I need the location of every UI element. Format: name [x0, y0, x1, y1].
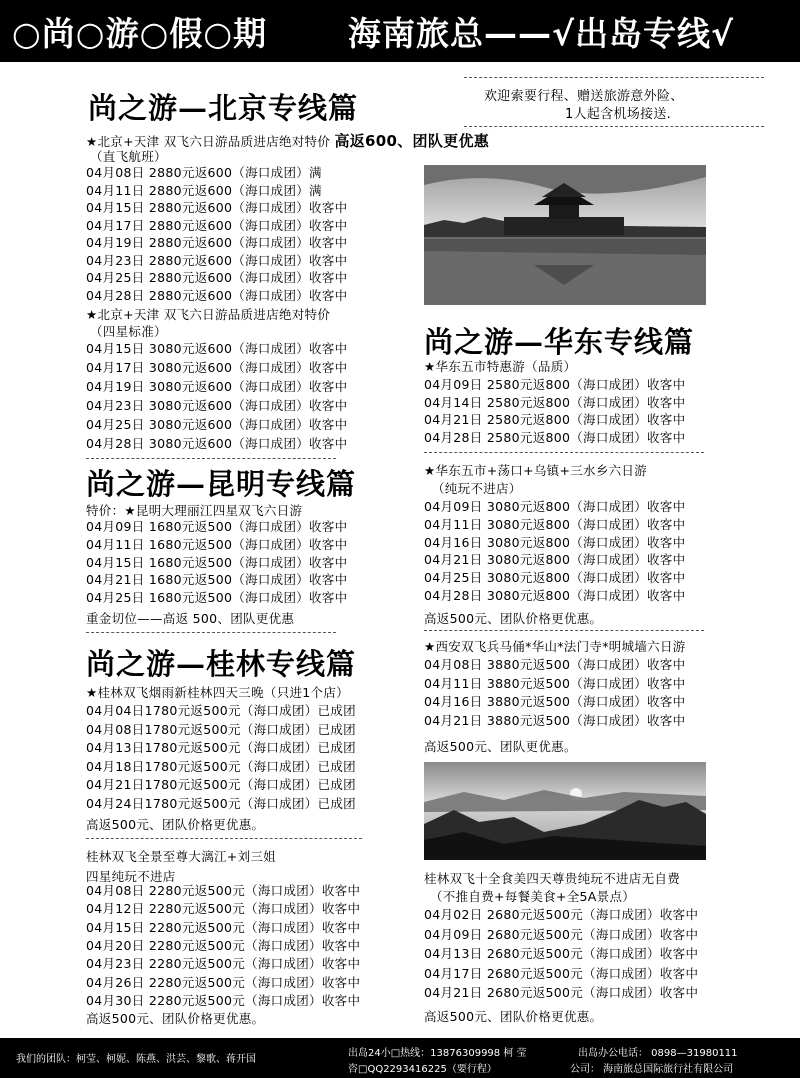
intro-line-2: 1人起含机场接送.	[565, 107, 672, 122]
xian-sub: ★西安双飞兵马俑*华山*法门寺*明城墙六日游	[424, 639, 686, 654]
divider	[424, 452, 704, 453]
schedule-row: 04月26日 2280元返500元（海口成团）收客中	[86, 974, 361, 990]
schedule-row: 04月21日 1680元返500（海口成团）收客中	[86, 572, 348, 588]
beijing-sub1-note: （直飞航班）	[90, 149, 167, 164]
schedule-row: 04月18日1780元返500元（海口成团）已成团	[86, 758, 356, 774]
beijing-sub1-highlight: 高返600、团队更优惠	[334, 132, 490, 150]
huadong-sub1: ★华东五市特惠游（品质）	[424, 359, 577, 374]
schedule-row: 04月21日1780元返500元（海口成团）已成团	[86, 777, 356, 793]
schedule-row: 04月02日 2680元返500元（海口成团）收客中	[424, 907, 699, 922]
schedule-row: 04月19日 3080元返600（海口成团）收客中	[86, 379, 348, 394]
guilin2-sub2: （不推自费+每餐美食+全5A景点）	[430, 889, 636, 904]
guilin-title: 尚之游—桂林专线篇	[86, 647, 357, 681]
schedule-row: 04月19日 2880元返600（海口成团）收客中	[86, 235, 348, 250]
kunming-title: 尚之游—昆明专线篇	[86, 467, 357, 501]
guilin2-sub1: 桂林双飞十全食美四天尊贵纯玩不进店无自费	[424, 871, 681, 886]
schedule-row: 04月24日1780元返500元（海口成团）已成团	[86, 796, 356, 811]
schedule-row: 04月16日 3880元返500（海口成团）收客中	[424, 694, 686, 710]
schedule-row: 04月25日 2880元返600（海口成团）收客中	[86, 270, 348, 285]
schedule-row: 04月08日1780元返500元（海口成团）已成团	[86, 721, 356, 737]
schedule-row: 04月11日 3080元返800（海口成团）收客中	[424, 516, 686, 532]
schedule-row: 04月04日1780元返500元（海口成团）已成团	[86, 703, 356, 718]
kunming-note: 重金切位——高返 500、团队更优惠	[86, 611, 295, 626]
schedule-row: 04月09日 1680元返500（海口成团）收客中	[86, 519, 348, 534]
huadong-note: 高返500元、团队价格更优惠。	[424, 611, 603, 626]
beijing-sub2: ★北京+天津 双飞六日游品质进店绝对特价	[86, 307, 331, 322]
schedule-row: 04月16日 3080元返800（海口成团）收客中	[424, 534, 686, 550]
schedule-row: 04月08日 2880元返600（海口成团）满	[86, 165, 322, 180]
schedule-row: 04月17日 2680元返500元（海口成团）收客中	[424, 965, 699, 981]
divider	[464, 77, 764, 78]
schedule-row: 04月23日 2280元返500元（海口成团）收客中	[86, 956, 361, 972]
beijing-sub2-note: （四星标准）	[90, 324, 167, 339]
schedule-row: 04月30日 2280元返500元（海口成团）收客中	[86, 992, 361, 1008]
schedule-row: 04月28日 3080元返800（海口成团）收客中	[424, 588, 686, 603]
header-tagline: 海南旅总——√出岛专线√	[348, 14, 735, 53]
beijing-sub1-text: ★北京+天津 双飞六日游品质进店绝对特价	[86, 134, 331, 149]
huadong-title: 尚之游—华东专线篇	[424, 325, 695, 359]
divider	[424, 630, 704, 631]
schedule-row: 04月14日 2580元返800（海口成团）收客中	[424, 394, 686, 410]
forbidden-city-photo	[424, 165, 706, 305]
guilin-note-1: 高返500元、团队价格更优惠。	[86, 817, 265, 832]
schedule-row: 04月15日 1680元返500（海口成团）收客中	[86, 554, 348, 570]
schedule-row: 04月21日 3880元返500（海口成团）收客中	[424, 712, 686, 728]
schedule-row: 04月25日 1680元返500（海口成团）收客中	[86, 590, 348, 606]
footer-office: 出岛办公电话： 0898—31980111	[578, 1048, 738, 1059]
schedule-row: 04月25日 3080元返800（海口成团）收客中	[424, 570, 686, 586]
schedule-row: 04月13日1780元返500元（海口成团）已成团	[86, 740, 356, 756]
header-brand: ○尚○游○假○期	[12, 14, 268, 53]
schedule-row: 04月20日 2280元返500元（海口成团）收客中	[86, 937, 361, 953]
kunming-sub: 特价：★昆明大理丽江四星双飞六日游	[86, 503, 303, 518]
schedule-row: 04月15日 3080元返600（海口成团）收客中	[86, 341, 348, 356]
mountain-photo	[424, 762, 706, 860]
divider	[86, 838, 362, 839]
schedule-row: 04月21日 3080元返800（海口成团）收客中	[424, 552, 686, 568]
schedule-row: 04月17日 3080元返600（海口成团）收客中	[86, 360, 348, 375]
schedule-row: 04月09日 2580元返800（海口成团）收客中	[424, 377, 686, 392]
schedule-row: 04月28日 2880元返600（海口成团）收客中	[86, 287, 348, 303]
footer-hotline: 出岛24小□热线：13876309998 柯 莹	[348, 1048, 527, 1059]
schedule-row: 04月28日 3080元返600（海口成团）收客中	[86, 436, 348, 451]
schedule-row: 04月21日 2680元返500元（海口成团）收客中	[424, 985, 699, 1001]
schedule-row: 04月11日 3880元返500（海口成团）收客中	[424, 675, 686, 691]
schedule-row: 04月12日 2280元返500元（海口成团）收客中	[86, 901, 361, 917]
schedule-row: 04月21日 2580元返800（海口成团）收客中	[424, 412, 686, 427]
schedule-row: 04月13日 2680元返500元（海口成团）收客中	[424, 946, 699, 962]
divider	[86, 458, 336, 459]
schedule-row: 04月08日 3880元返500（海口成团）收客中	[424, 657, 686, 672]
guilin-sub2a: 桂林双飞全景至尊大漓江+刘三姐	[86, 849, 276, 864]
schedule-row: 04月08日 2280元返500元（海口成团）收客中	[86, 883, 361, 898]
divider	[86, 632, 336, 633]
footer-company: 公司： 海南旅总国际旅行社有限公司	[570, 1064, 734, 1075]
schedule-row: 04月15日 2880元返600（海口成团）收客中	[86, 200, 348, 215]
header-banner	[0, 0, 800, 62]
divider	[464, 126, 764, 127]
guilin-sub2b: 四星纯玩不进店	[86, 869, 176, 884]
schedule-row: 04月23日 3080元返600（海口成团）收客中	[86, 398, 348, 413]
schedule-row: 04月09日 3080元返800（海口成团）收客中	[424, 499, 686, 514]
guilin-note-2: 高返500元、团队价格更优惠。	[86, 1011, 265, 1026]
schedule-row: 04月11日 1680元返500（海口成团）收客中	[86, 536, 348, 552]
guilin2-note: 高返500元、团队价格更优惠。	[424, 1009, 603, 1024]
xian-note: 高返500元、团队更优惠。	[424, 739, 577, 754]
schedule-row: 04月23日 2880元返600（海口成团）收客中	[86, 252, 348, 268]
schedule-row: 04月09日 2680元返500元（海口成团）收客中	[424, 926, 699, 942]
schedule-row: 04月11日 2880元返600（海口成团）满	[86, 182, 322, 198]
schedule-row: 04月25日 3080元返600（海口成团）收客中	[86, 417, 348, 432]
schedule-row: 04月15日 2280元返500元（海口成团）收客中	[86, 919, 361, 935]
huadong-sub2a: ★华东五市+荡口+乌镇+三水乡六日游	[424, 463, 648, 478]
intro-line-1: 欢迎索要行程、赠送旅游意外险、	[484, 89, 684, 104]
guilin-sub1: ★桂林双飞烟雨新桂林四天三晚（只进1个店）	[86, 685, 349, 700]
footer-bar	[0, 1038, 800, 1078]
schedule-row: 04月17日 2880元返600（海口成团）收客中	[86, 217, 348, 233]
footer-qq: 咨□QQ2293416225（要行程）	[348, 1064, 497, 1075]
footer-team: 我们的团队：柯莹、柯妮、陈燕、洪芸、黎歌、蒋开国	[16, 1054, 256, 1065]
beijing-title: 尚之游—北京专线篇	[88, 91, 359, 125]
huadong-sub2b: （纯玩不进店）	[432, 481, 522, 496]
schedule-row: 04月28日 2580元返800（海口成团）收客中	[424, 429, 686, 445]
